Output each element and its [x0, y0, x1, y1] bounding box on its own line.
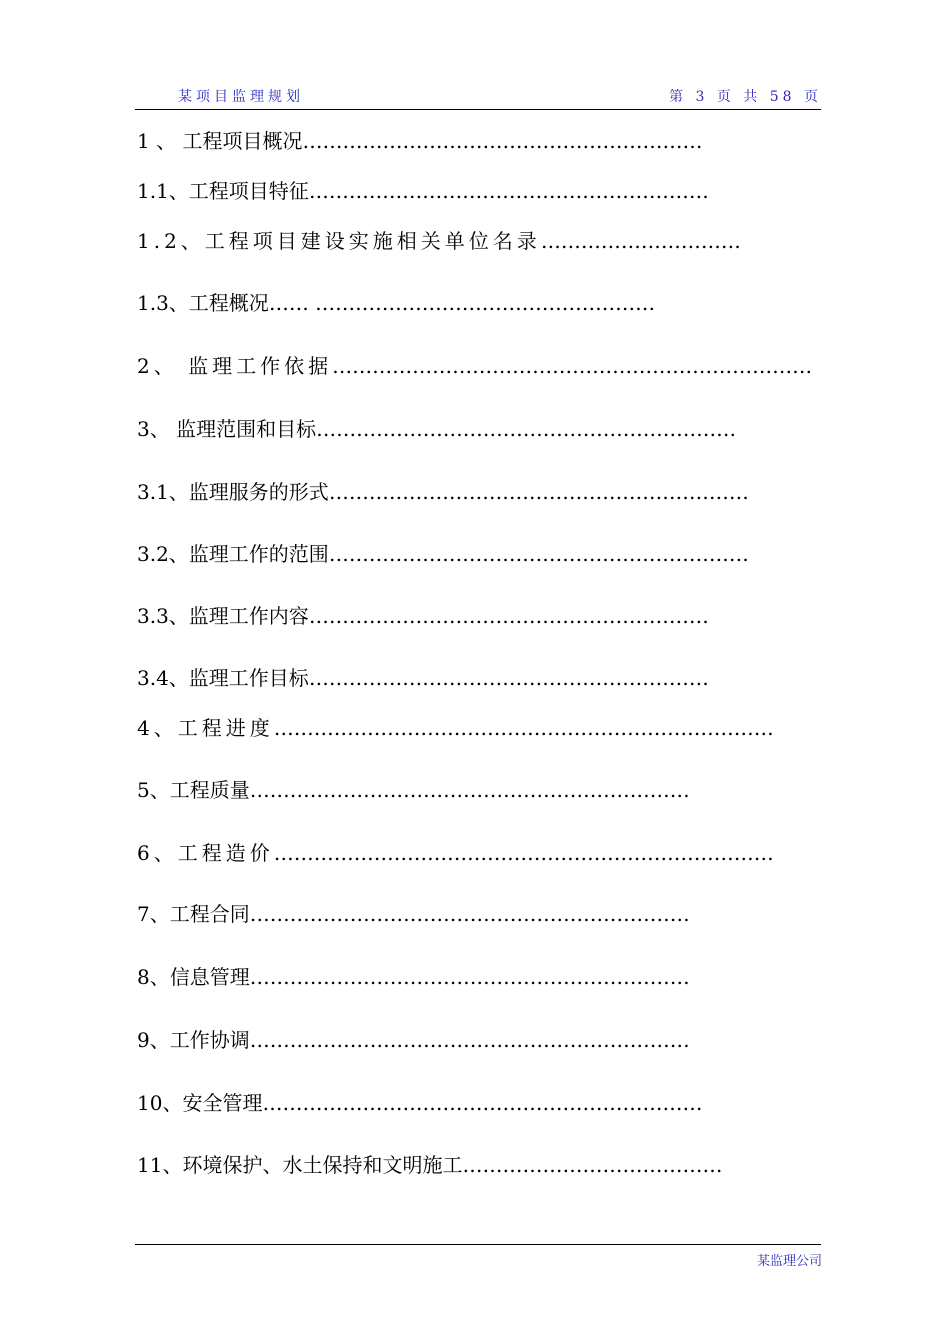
- toc-entry[interactable]: [137, 1027, 690, 1053]
- toc-entry-label: 7、工程合同: [137, 902, 250, 926]
- toc-entry[interactable]: [137, 901, 690, 927]
- header-page-info: 第 3 页 共 58 页: [669, 89, 822, 105]
- toc-entry-label: 1.2、工程项目建设实施相关单位名录: [137, 229, 541, 253]
- toc-entry-leader: ……………………………………………………: [308, 666, 709, 690]
- toc-entry[interactable]: [137, 840, 774, 866]
- toc-entry-label: 9、工作协调: [137, 1028, 250, 1052]
- toc-entry-label: 4、工程进度: [137, 716, 274, 740]
- toc-entry-label: 3.4、监理工作目标: [137, 666, 309, 690]
- toc-entry-leader: …………………………: [540, 229, 741, 253]
- toc-entry-leader: ………………………………………………………: [328, 542, 749, 566]
- toc-entry-label: 2、 监理工作依据: [137, 354, 333, 378]
- footer-divider: [135, 1244, 821, 1245]
- toc-entry[interactable]: [137, 178, 709, 204]
- toc-entry-leader: ……………………………………………………: [302, 129, 703, 153]
- toc-entry-leader: …………………………………………………………: [249, 1028, 690, 1052]
- footer-company: 某监理公司: [756, 1254, 822, 1269]
- toc-entry-label: 8、信息管理: [137, 965, 250, 989]
- toc-entry-leader: …………………………………………………………: [249, 778, 690, 802]
- toc-entry-label: 1.1、工程项目特征: [137, 179, 309, 203]
- toc-entry[interactable]: [137, 479, 749, 505]
- toc-entry[interactable]: [137, 603, 709, 629]
- toc-entry[interactable]: [137, 128, 702, 154]
- toc-entry[interactable]: [137, 665, 709, 691]
- toc-entry[interactable]: [137, 964, 690, 990]
- toc-entry-leader: ………………………………………………………: [328, 480, 749, 504]
- toc-entry-leader: …………………………………………………………………: [273, 716, 774, 740]
- toc-entry-label: 6、工程造价: [137, 841, 274, 865]
- toc-entry-leader: …… ……………………………………………: [268, 291, 656, 315]
- toc-entry-leader: ……………………………………………………: [308, 604, 709, 628]
- toc-entry[interactable]: [137, 715, 774, 741]
- toc-entry-label: 1 、 工程项目概况: [137, 129, 303, 153]
- toc-entry[interactable]: [137, 290, 655, 316]
- toc-entry-label: 3.2、监理工作的范围: [137, 542, 329, 566]
- toc-entry-label: 10、安全管理: [137, 1091, 263, 1115]
- toc-entry-leader: ………………………………………………………………: [332, 354, 813, 378]
- toc-entry[interactable]: [137, 1152, 722, 1178]
- toc-entry-leader: …………………………………………………………: [249, 965, 690, 989]
- header-title: 某项目监理规划: [178, 89, 304, 105]
- toc-entry-label: 3.3、监理工作内容: [137, 604, 309, 628]
- toc-entry-leader: …………………………………………………………: [262, 1091, 703, 1115]
- toc-entry-leader: ……………………………………………………: [308, 179, 709, 203]
- toc-entry-label: 3.1、监理服务的形式: [137, 480, 329, 504]
- toc-entry-leader: ………………………………………………………: [316, 417, 737, 441]
- header-divider: [135, 109, 821, 110]
- toc-entry-leader: …………………………………………………………: [249, 902, 690, 926]
- toc-entry-label: 5、工程质量: [137, 778, 250, 802]
- toc-entry[interactable]: [137, 353, 812, 379]
- toc-entry-label: 11、环境保护、水土保持和文明施工: [137, 1153, 463, 1177]
- toc-entry-label: 3、 监理范围和目标: [137, 417, 317, 441]
- toc-entry[interactable]: [137, 1090, 702, 1116]
- toc-entry-leader: …………………………………………………………………: [273, 841, 774, 865]
- toc-entry[interactable]: [137, 416, 736, 442]
- toc-entry-leader: …………………………………: [462, 1153, 723, 1177]
- toc-entry[interactable]: [137, 228, 741, 254]
- toc-entry[interactable]: [137, 777, 690, 803]
- toc-entry[interactable]: [137, 541, 749, 567]
- toc-entry-label: 1.3、工程概况: [137, 291, 269, 315]
